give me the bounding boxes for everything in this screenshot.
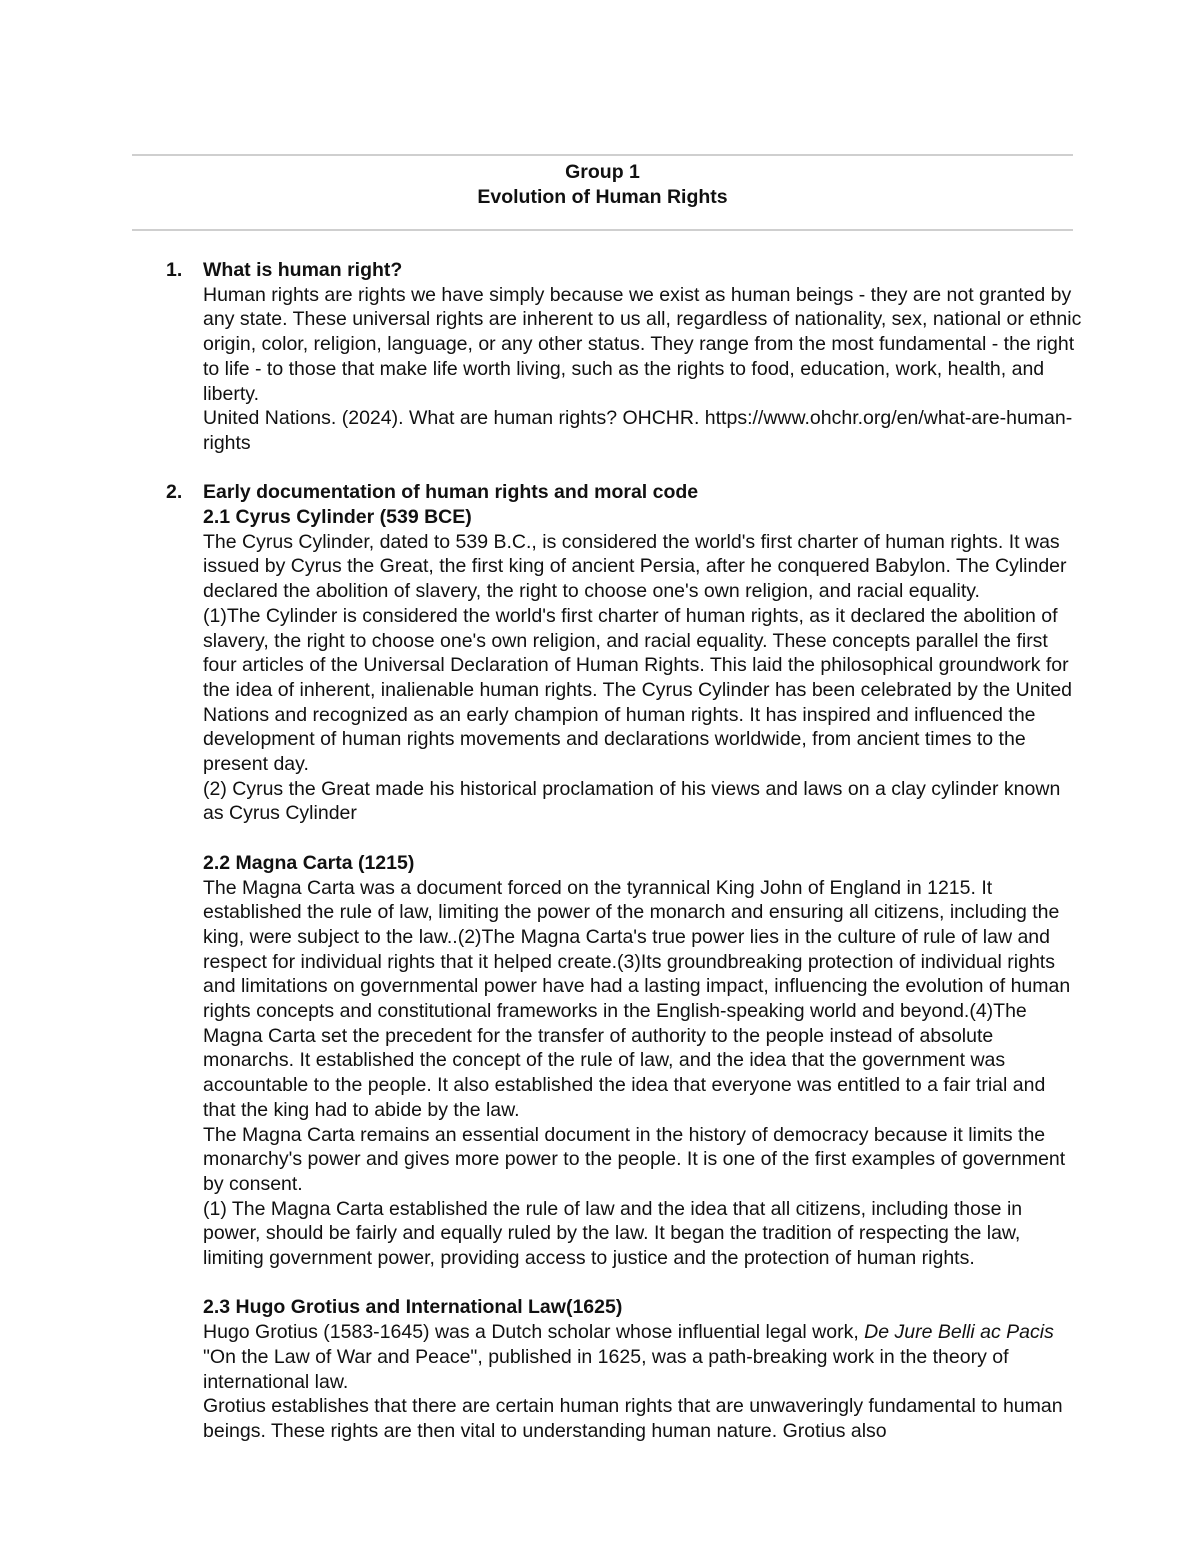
subsection-heading: 2.3 Hugo Grotius and International Law(1625) xyxy=(203,1296,623,1319)
document-header xyxy=(132,160,1073,210)
citation: United Nations. (2024). What are human rights? OHCHR. https://www.ohchr.org/en/what-are-human-rights xyxy=(203,407,1073,454)
subsection-heading: 2.2 Magna Carta (1215) xyxy=(203,851,415,874)
list-item-2 xyxy=(0,480,1200,1443)
section-heading: Early documentation of human rights and moral code xyxy=(203,481,699,504)
list-number: 2. xyxy=(166,481,183,504)
spacer xyxy=(203,1271,1083,1296)
text-span: Hugo Grotius (1583-1645) was a Dutch scholar whose influential legal work, xyxy=(203,1321,865,1344)
spacer xyxy=(203,826,1083,851)
bottom-rule xyxy=(132,229,1073,231)
group-label: Group 1 xyxy=(565,161,640,183)
paragraph: (1) The Magna Carta established the rule of law and the idea that all citizens, including those in power, should be fairly and equally ruled by the law. It began the tradition of respecting the law, limiting government power, providing access to justice and the protection of human rights. xyxy=(203,1197,1023,1270)
paragraph: (2) Cyrus the Great made his historical proclamation of his views and laws on a clay cylinder known as Cyrus Cylinder xyxy=(203,777,1061,825)
section-heading: What is human right? xyxy=(203,259,403,281)
paragraph: The Magna Carta remains an essential document in the history of democracy because it limits the monarchy's power and gives more power to the people. It is one of the first examples of government by consent. xyxy=(203,1123,1066,1195)
text-span: "On the Law of War and Peace", published in 1625, was a path-breaking work in the theory of international law. xyxy=(203,1345,1009,1393)
top-rule xyxy=(132,154,1073,156)
paragraph: Human rights are rights we have simply because we exist as human beings - they are not granted by any state. These universal rights are inherent to us all, regardless of nationality, sex, national or ethnic origin, color, religion, language, or any other status. They range from the most fundamental - the right to life - to those that make life worth living, such as the rights to food, education, work, health, and liberty. xyxy=(203,283,1082,405)
document-title: Evolution of Human Rights xyxy=(477,186,728,208)
spacer xyxy=(0,456,1200,481)
subsection-heading: 2.1 Cyrus Cylinder (539 BCE) xyxy=(203,506,472,529)
paragraph xyxy=(203,1320,1083,1394)
numbered-list xyxy=(0,258,1200,1444)
paragraph: The Cyrus Cylinder, dated to 539 B.C., is considered the world's first charter of human rights. It was issued by Cyrus the Great, the first king of ancient Persia, after he conquered Babylon. The Cylinder declared the abolition of slavery, the right to choose one's own religion, and racial equality. xyxy=(203,530,1067,603)
paragraph: (1)The Cylinder is considered the world's first charter of human rights, as it declared the abolition of slavery, the right to choose one's own religion, and racial equality. These concepts parallel the first four articles of the Universal Declaration of Human Rights. This laid the philosophical groundwork for the idea of inherent, inalienable human rights. The Cyrus Cylinder has been celebrated by the United Nations and recognized as an early champion of human rights. It has inspired and influenced the development of human rights movements and declarations worldwide, from ancient times to the present day. xyxy=(203,604,1073,776)
list-number: 1. xyxy=(166,259,183,281)
list-item-1 xyxy=(0,258,1200,456)
book-title: De Jure Belli ac Pacis xyxy=(864,1321,1054,1344)
paragraph: The Magna Carta was a document forced on the tyrannical King John of England in 1215. It established the rule of law, limiting the power of the monarch and ensuring all citizens, including the king, were subject to the law..(2)The Magna Carta's true power lies in the culture of rule of law and respect for individual rights that it helped create.(3)Its groundbreaking protection of individual rights and limitations on governmental power have had a lasting impact, influencing the evolution of human rights concepts and constitutional frameworks in the English-speaking world and beyond.(4)The Magna Carta set the precedent for the transfer of authority to the people instead of absolute monarchs. It established the concept of the rule of law, and the idea that the government was accountable to the people. It also established the idea that everyone was entitled to a fair trial and that the king had to abide by the law. xyxy=(203,876,1071,1121)
paragraph: Grotius establishes that there are certain human rights that are unwaveringly fundamental to human beings. These rights are then vital to understanding human nature. Grotius also xyxy=(203,1395,1063,1442)
